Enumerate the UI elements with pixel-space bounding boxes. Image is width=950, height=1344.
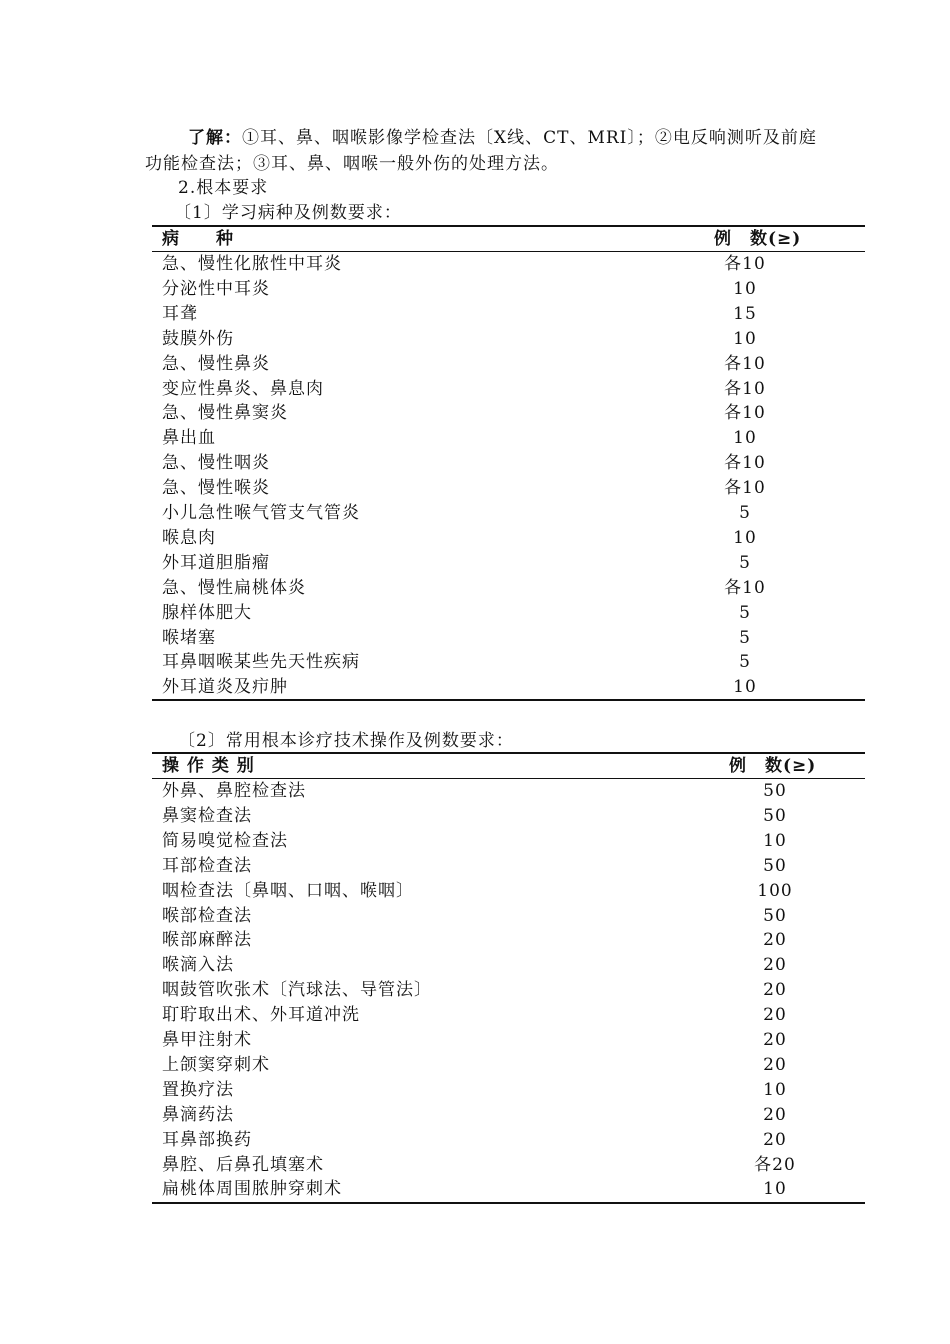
row-name: 喉息肉 [162, 527, 216, 548]
row-count: 10 [733, 677, 757, 698]
table-row [152, 601, 865, 626]
table-row [152, 804, 865, 829]
row-count: 20 [763, 1104, 787, 1125]
row-count: 50 [763, 805, 787, 826]
table-row [152, 526, 865, 551]
row-name: 急、慢性咽炎 [162, 453, 270, 474]
row-count: 20 [763, 1030, 787, 1050]
intro-line-2: 功能检查法；③耳、鼻、咽喉一般外伤的处理方法。 [145, 154, 559, 174]
row-name: 上颌窦穿刺术 [162, 1054, 270, 1075]
row-count: 5 [739, 652, 751, 673]
table-row [152, 1028, 865, 1053]
table-row [152, 352, 865, 377]
row-count: 10 [763, 830, 787, 851]
row-name: 鼻窦检查法 [162, 805, 252, 826]
table-row [152, 854, 865, 879]
row-name: 置换疗法 [162, 1079, 234, 1100]
table-row [152, 377, 865, 402]
table-row [152, 451, 865, 476]
table-row [152, 650, 865, 675]
table-row [152, 879, 865, 904]
row-name: 耳鼻部换药 [162, 1129, 252, 1150]
row-name: 急、慢性鼻窦炎 [162, 403, 288, 424]
row-count: 各10 [724, 403, 766, 424]
row-name: 鼻甲注射术 [162, 1030, 252, 1050]
row-count: 5 [739, 552, 751, 573]
row-count: 各10 [724, 453, 766, 474]
table-row [152, 576, 865, 601]
row-count: 100 [757, 880, 793, 901]
row-count: 20 [763, 1005, 787, 1026]
section-heading: 2.根本要求 [178, 178, 269, 198]
row-name: 急、慢性喉炎 [162, 478, 270, 499]
row-count: 20 [763, 930, 787, 951]
table-row [152, 277, 865, 302]
intro-label: 了解： [188, 128, 242, 148]
row-name: 耳鼻咽喉某些先天性疾病 [162, 652, 360, 673]
row-name: 耵聍取出术、外耳道冲洗 [162, 1005, 360, 1026]
row-name: 急、慢性鼻炎 [162, 353, 270, 374]
row-count: 20 [763, 955, 787, 976]
table2-header-count: 例 数(≥) [729, 756, 817, 776]
row-name: 鼻出血 [162, 428, 216, 449]
row-count: 50 [763, 905, 787, 926]
table-row [152, 978, 865, 1003]
row-count: 50 [763, 855, 787, 876]
table-row [152, 904, 865, 929]
table2-header [152, 754, 865, 778]
row-count: 10 [733, 278, 757, 299]
row-count: 50 [763, 781, 787, 801]
table1-header-name: 病 种 [162, 229, 234, 249]
table-row [152, 1078, 865, 1103]
row-name: 耳聋 [162, 303, 198, 324]
table1-bottom-rule [152, 699, 865, 701]
row-count: 20 [763, 980, 787, 1001]
table-row [152, 1177, 865, 1202]
table-row [152, 829, 865, 854]
table1-header-count: 例 数(≥) [714, 229, 802, 249]
table-row [152, 426, 865, 451]
row-count: 15 [733, 303, 757, 324]
table-row [152, 476, 865, 501]
row-count: 各10 [724, 378, 766, 399]
row-name: 鼻滴药法 [162, 1104, 234, 1125]
row-name: 简易嗅觉检查法 [162, 830, 288, 851]
row-count: 各10 [724, 254, 766, 274]
row-count: 10 [763, 1179, 787, 1200]
table-row [152, 401, 865, 426]
row-name: 喉部检查法 [162, 905, 252, 926]
row-name: 咽鼓管吹张术〔汽球法、导管法〕 [162, 980, 432, 1001]
table1-header [152, 227, 865, 251]
table-row [152, 1128, 865, 1153]
table-row [152, 779, 865, 804]
row-name: 耳部检查法 [162, 855, 252, 876]
row-name: 鼓膜外伤 [162, 328, 234, 349]
table-row [152, 501, 865, 526]
row-name: 鼻腔、后鼻孔填塞术 [162, 1154, 324, 1175]
row-name: 喉堵塞 [162, 627, 216, 648]
row-count: 10 [733, 527, 757, 548]
row-count: 10 [733, 428, 757, 449]
row-count: 各10 [724, 478, 766, 499]
intro-line-1 [188, 126, 817, 150]
row-count: 5 [739, 503, 751, 523]
table-row [152, 1153, 865, 1178]
table-row [152, 551, 865, 576]
table-row [152, 928, 865, 953]
row-name: 急、慢性化脓性中耳炎 [162, 254, 342, 274]
table2-header-name: 操 作 类 别 [162, 756, 255, 776]
row-count: 5 [739, 627, 751, 648]
row-count: 10 [733, 328, 757, 349]
table-row [152, 302, 865, 327]
row-name: 扁桃体周围脓肿穿刺术 [162, 1179, 342, 1200]
table-row [152, 252, 865, 277]
table1-caption: 〔1〕学习病种及例数要求： [174, 203, 402, 223]
row-name: 变应性鼻炎、鼻息肉 [162, 378, 324, 399]
row-count: 5 [739, 602, 751, 623]
row-name: 咽检查法〔鼻咽、口咽、喉咽〕 [162, 880, 414, 901]
table-row [152, 953, 865, 978]
row-name: 喉部麻醉法 [162, 930, 252, 951]
row-name: 外耳道胆脂瘤 [162, 552, 270, 573]
intro-line-1-text: ①耳、鼻、咽喉影像学检查法〔X线、CT、MRI〕；②电反响测听及前庭 [242, 128, 817, 148]
row-name: 小儿急性喉气管支气管炎 [162, 503, 360, 523]
table-row [152, 1053, 865, 1078]
row-name: 急、慢性扁桃体炎 [162, 577, 306, 598]
row-name: 喉滴入法 [162, 955, 234, 976]
table-row [152, 1103, 865, 1128]
row-count: 各10 [724, 353, 766, 374]
table-row [152, 626, 865, 651]
row-name: 分泌性中耳炎 [162, 278, 270, 299]
table-row [152, 1003, 865, 1028]
table-row [152, 675, 865, 700]
row-count: 各10 [724, 577, 766, 598]
row-name: 腺样体肥大 [162, 602, 252, 623]
row-name: 外耳道炎及疖肿 [162, 677, 288, 698]
row-count: 20 [763, 1129, 787, 1150]
row-count: 20 [763, 1054, 787, 1075]
table2-bottom-rule [152, 1202, 865, 1204]
row-name: 外鼻、鼻腔检查法 [162, 781, 306, 801]
table2-caption: 〔2〕常用根本诊疗技术操作及例数要求： [178, 731, 514, 751]
row-count: 10 [763, 1079, 787, 1100]
table-row [152, 327, 865, 352]
row-count: 各20 [754, 1154, 796, 1175]
